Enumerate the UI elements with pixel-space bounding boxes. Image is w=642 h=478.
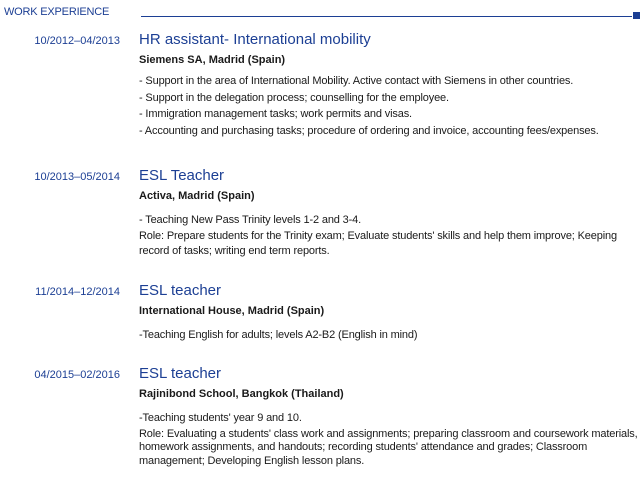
section-title: WORK EXPERIENCE bbox=[4, 6, 110, 18]
entry-details bbox=[139, 73, 639, 139]
entry-date: 10/2012–04/2013 bbox=[34, 35, 120, 47]
job-title: ESL teacher bbox=[139, 365, 221, 382]
employer: International House, Madrid (Spain) bbox=[139, 305, 325, 317]
employer: Siemens SA, Madrid (Spain) bbox=[139, 54, 286, 66]
job-title: HR assistant- International mobility bbox=[139, 31, 371, 48]
entry-details bbox=[139, 212, 639, 259]
detail-line: - Immigration management tasks; work permits and visas. bbox=[139, 108, 412, 120]
job-title: ESL teacher bbox=[139, 282, 221, 299]
entry-date: 10/2013–05/2014 bbox=[34, 171, 120, 183]
detail-line: Role: Prepare students for the Trinity exam; Evaluate students' skills and help them improve; Keeping record of tasks; writing end term reports. bbox=[139, 229, 617, 257]
detail-line: -Teaching students' year 9 and 10. bbox=[139, 412, 302, 424]
detail-line: - Accounting and purchasing tasks; procedure of ordering and invoice, accounting fees/expenses. bbox=[139, 124, 599, 137]
employer: Rajinibond School, Bangkok (Thailand) bbox=[139, 388, 344, 400]
section-divider bbox=[141, 16, 632, 17]
employer: Activa, Madrid (Spain) bbox=[139, 190, 255, 202]
entry-content bbox=[139, 167, 639, 259]
entry-details bbox=[139, 410, 639, 468]
entry-date: 11/2014–12/2014 bbox=[35, 286, 120, 298]
entry-content bbox=[139, 365, 639, 468]
detail-line: - Teaching New Pass Trinity levels 1-2 and 3-4. bbox=[139, 214, 362, 226]
entry-content bbox=[139, 31, 639, 139]
entry-details bbox=[139, 327, 639, 344]
entry-content bbox=[139, 282, 639, 344]
detail-line: - Support in the delegation process; counselling for the employee. bbox=[139, 91, 449, 104]
section-marker bbox=[633, 12, 640, 19]
detail-line: - Support in the area of International Mobility. Active contact with Siemens in other countries. bbox=[139, 75, 574, 87]
entry-date: 04/2015–02/2016 bbox=[34, 369, 120, 381]
detail-line: Role: Evaluating a students' class work and assignments; preparing classroom and coursework materials, homework assignments, and handouts; recording students' attendance and grades; Classroom management; Developing English lesson plans. bbox=[139, 427, 638, 467]
section-header bbox=[0, 0, 642, 24]
detail-line: -Teaching English for adults; levels A2-B2 (English in mind) bbox=[139, 329, 418, 341]
job-title: ESL Teacher bbox=[139, 167, 225, 184]
